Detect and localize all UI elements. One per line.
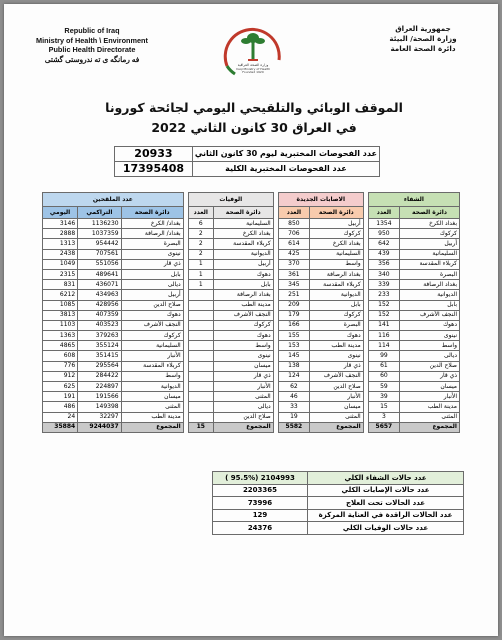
recovered-count-cell: 439 [368,249,399,259]
deaths-count-cell: 1 [188,269,213,279]
table-row [43,361,460,371]
infections-dept-cell: كركوك [309,310,363,320]
table-row [43,331,460,341]
recovered-count-cell: 39 [368,392,399,402]
header-line: دائرة الصحة العامة [390,44,456,53]
vaccinated-dept-cell: الأنبار [121,351,183,361]
recovered-dept-cell: أربيل [399,239,459,249]
infections-dept-cell: النجف الأشرف [309,371,363,381]
vaccinated-daily-cell: 831 [43,280,78,290]
recovered-count-cell: 15 [368,402,399,412]
vaccinated-cumulative-cell: 295564 [78,361,121,371]
total-recovered: 5657 [368,422,399,432]
header-line: فه رمانگه ی ته ندروستی گشتی [44,54,140,64]
recovered-dept-cell: الديوانية [399,290,459,300]
deaths-count-cell [188,412,213,422]
deaths-count-cell [188,351,213,361]
infections-dept-cell: بغداد الرصافة [309,269,363,279]
daily-tests-value: 20933 [115,147,193,162]
deaths-dept-cell: أربيل [213,259,273,269]
recovered-dept-cell: دهوك [399,320,459,330]
table-row [43,249,460,259]
table-row [43,371,460,381]
recovered-dept-cell: بغداد الكرخ [399,219,459,229]
infections-dept-cell: نينوى [309,351,363,361]
recovered-dept-cell: كركوك [399,229,459,239]
table-row [43,310,460,320]
vaccinated-dept-cell: بابل [121,269,183,279]
vaccinated-cumulative-cell: 551056 [78,259,121,269]
summary-value: 2203365 [213,484,308,497]
recovered-count-cell: 1354 [368,219,399,229]
vaccinated-cumulative-cell: 954442 [78,239,121,249]
recovered-count-cell: 60 [368,371,399,381]
deaths-dept-cell: الديوانية [213,249,273,259]
recovered-count-cell: 61 [368,361,399,371]
vaccinated-cumulative-cell: 407359 [78,310,121,320]
deaths-dept-cell: واسط [213,341,273,351]
table-row [43,219,460,229]
logo-caption-arabic: وزارة الصحة العراقية [237,63,269,67]
vaccinated-cumulative-cell: 191566 [78,392,121,402]
summary-label: عدد حالات الوفيات الكلي [308,522,464,535]
daily-tests-label: عدد الفحوصات المختبرية ليوم 30 كانون الثاني [192,147,379,162]
column-header: التراكمي [78,207,121,219]
vaccinated-dept-cell: النجف الأشرف [121,320,183,330]
column-header: العدد [188,207,213,219]
vaccinated-cumulative-cell: 355124 [78,341,121,351]
logo-caption-english: Iraqi Ministry of Health [235,66,271,71]
vaccinated-daily-cell: 2315 [43,269,78,279]
deaths-dept-cell: صلاح الدين [213,412,273,422]
infections-count-cell: 209 [278,300,309,310]
deaths-dept-cell: دهوك [213,331,273,341]
deaths-count-cell [188,320,213,330]
infections-count-cell: 706 [278,229,309,239]
recovered-count-cell: 950 [368,229,399,239]
deaths-count-cell [188,290,213,300]
infections-count-cell: 46 [278,392,309,402]
deaths-count-cell [188,310,213,320]
header-line: وزارة الصحة/ البيئة [389,34,457,43]
infections-count-cell: 153 [278,341,309,351]
vaccinated-daily-cell: 2888 [43,229,78,239]
group-header-row [43,193,460,207]
english-header [22,26,162,64]
vaccinated-daily-cell: 776 [43,361,78,371]
recovered-count-cell: 141 [368,320,399,330]
deaths-count-cell [188,300,213,310]
infections-dept-cell: كربلاء المقدسة [309,280,363,290]
totals-label: المجموع [399,422,459,432]
deaths-dept-cell: كركوك [213,320,273,330]
vaccinated-dept-cell: السليمانية [121,341,183,351]
summary-row [213,509,464,522]
recovered-count-cell: 114 [368,341,399,351]
deaths-count-cell [188,361,213,371]
column-header: دائرة الصحة [121,207,183,219]
table-row [43,259,460,269]
vaccinated-daily-cell: 3813 [43,310,78,320]
table-row [43,351,460,361]
vaccinated-cumulative-cell: 707561 [78,249,121,259]
vaccinated-cumulative-cell: 434963 [78,290,121,300]
table-row [43,392,460,402]
table-row [43,382,460,392]
recovered-count-cell: 3 [368,412,399,422]
recovered-count-cell: 99 [368,351,399,361]
totals-label: المجموع [121,422,183,432]
infections-group-header: الاصابات الجديدة [278,193,363,207]
deaths-dept-cell: ديالى [213,402,273,412]
table-row [43,402,460,412]
vaccinated-dept-cell: أربيل [121,290,183,300]
deaths-dept-cell: نينوى [213,351,273,361]
vaccinated-dept-cell: المثنى [121,402,183,412]
vaccinated-dept-cell: الديوانية [121,382,183,392]
deaths-dept-cell: الأنبار [213,382,273,392]
vaccinated-cumulative-cell: 436071 [78,280,121,290]
vaccinated-daily-cell: 1049 [43,259,78,269]
deaths-dept-cell: بغداد الكرخ [213,229,273,239]
infections-dept-cell: المثنى [309,412,363,422]
infections-count-cell: 33 [278,402,309,412]
vaccinated-daily-cell: 1313 [43,239,78,249]
recovered-dept-cell: الأنبار [399,392,459,402]
vaccinated-daily-cell: 2438 [43,249,78,259]
vaccinated-cumulative-cell: 284422 [78,371,121,381]
vaccinated-cumulative-cell: 1037359 [78,229,121,239]
column-header: دائرة الصحة [399,207,459,219]
deaths-dept-cell: النجف الأشرف [213,310,273,320]
deaths-dept-cell: ذي قار [213,371,273,381]
table-row [43,300,460,310]
vaccinated-cumulative-cell: 149398 [78,402,121,412]
recovered-dept-cell: البصرة [399,269,459,279]
infections-count-cell: 19 [278,412,309,422]
summary-value: 24376 [213,522,308,535]
column-header: دائرة الصحة [309,207,363,219]
vaccinated-dept-cell: مدينة الطب [121,412,183,422]
summary-value: 73996 [213,497,308,510]
total-tests-label: عدد الفحوصات المختبرية الكلية [192,162,379,177]
infections-dept-cell: ميسان [309,402,363,412]
vaccinated-dept-cell: ديالى [121,280,183,290]
infections-count-cell: 155 [278,331,309,341]
recovered-count-cell: 340 [368,269,399,279]
deaths-count-cell: 2 [188,249,213,259]
infections-dept-cell: الأنبار [309,392,363,402]
infections-count-cell: 145 [278,351,309,361]
deaths-count-cell: 2 [188,239,213,249]
infections-count-cell: 251 [278,290,309,300]
infections-count-cell: 614 [278,239,309,249]
infections-dept-cell: ذي قار [309,361,363,371]
recovered-count-cell: 233 [368,290,399,300]
vaccinated-dept-cell: صلاح الدين [121,300,183,310]
summary-value: ( 95.5%) 2104993 [213,472,308,485]
infections-dept-cell: أربيل [309,219,363,229]
report-title: الموقف الوبائي والتلقيحي اليومي لجائحة كورونا [105,100,403,115]
summary-label: عدد الحالات تحت العلاج [308,497,464,510]
deaths-count-cell [188,382,213,392]
column-header: العدد [368,207,399,219]
totals-row [43,422,460,432]
arabic-header [378,24,468,54]
vaccinated-dept-cell: نينوى [121,249,183,259]
total-infections: 5582 [278,422,309,432]
infections-dept-cell: السليمانية [309,249,363,259]
vaccinated-cumulative-cell: 1136230 [78,219,121,229]
vaccinated-daily-cell: 3146 [43,219,78,229]
summary-row [213,484,464,497]
recovered-dept-cell: النجف الأشرف [399,310,459,320]
deaths-dept-cell: مدينة الطب [213,300,273,310]
summary-row [213,472,464,485]
summary-table [212,471,464,535]
summary-value: 129 [213,509,308,522]
total-vaccinated-cumulative: 9244037 [78,422,121,432]
vaccinated-dept-cell: دهوك [121,310,183,320]
report-date-title: في العراق 30 كانون الثاني 2022 [151,120,357,135]
summary-label: عدد حالات الإصابات الكلي [308,484,464,497]
infections-dept-cell: مدينة الطب [309,341,363,351]
logo-caption [214,64,292,75]
infections-count-cell: 166 [278,320,309,330]
vaccinated-daily-cell: 6212 [43,290,78,300]
deaths-count-cell: 6 [188,219,213,229]
recovered-dept-cell: ذي قار [399,371,459,381]
column-header-row [43,207,460,219]
infections-dept-cell: بابل [309,300,363,310]
infections-dept-cell: كركوك [309,229,363,239]
infections-count-cell: 425 [278,249,309,259]
vaccinated-daily-cell: 24 [43,412,78,422]
deaths-count-cell: 2 [188,229,213,239]
vaccinated-cumulative-cell: 351415 [78,351,121,361]
recovered-dept-cell: مدينة الطب [399,402,459,412]
deaths-count-cell [188,331,213,341]
recovered-count-cell: 356 [368,259,399,269]
vaccinated-dept-cell: كربلاء المقدسة [121,361,183,371]
infections-count-cell: 124 [278,371,309,381]
deaths-count-cell [188,402,213,412]
vaccinated-dept-cell: البصرة [121,239,183,249]
header-line: Republic of Iraq [64,26,120,35]
table-row [43,412,460,422]
recovered-dept-cell: نينوى [399,331,459,341]
recovered-dept-cell: واسط [399,341,459,351]
recovered-dept-cell: ديالى [399,351,459,361]
infections-count-cell: 361 [278,269,309,279]
infections-dept-cell: البصرة [309,320,363,330]
vaccinated-daily-cell: 1103 [43,320,78,330]
vaccinated-cumulative-cell: 403523 [78,320,121,330]
header-line: Ministry of Health \ Environment [36,35,148,45]
table-row [43,239,460,249]
table-row [43,229,460,239]
vaccinated-dept-cell: واسط [121,371,183,381]
table-row [43,269,460,279]
deaths-dept-cell: كربلاء المقدسة [213,239,273,249]
recovered-dept-cell: صلاح الدين [399,361,459,371]
infections-dept-cell: واسط [309,259,363,269]
vaccinated-daily-cell: 486 [43,402,78,412]
table-row [43,320,460,330]
vaccinated-cumulative-cell: 32297 [78,412,121,422]
vaccinated-daily-cell: 608 [43,351,78,361]
vaccinated-group-header: عدد الملقحين [43,193,184,207]
recovered-dept-cell: بابل [399,300,459,310]
infections-dept-cell: دهوك [309,331,363,341]
infections-dept-cell: صلاح الدين [309,382,363,392]
total-vaccinated-daily: 35884 [43,422,78,432]
infections-count-cell: 179 [278,310,309,320]
vaccinated-daily-cell: 191 [43,392,78,402]
vaccinated-dept-cell: ميسان [121,392,183,402]
recovered-count-cell: 152 [368,300,399,310]
vaccinated-daily-cell: 1363 [43,331,78,341]
deaths-count-cell: 1 [188,259,213,269]
vaccinated-cumulative-cell: 379263 [78,331,121,341]
vaccinated-daily-cell: 4865 [43,341,78,351]
vaccinated-dept-cell: كركوك [121,331,183,341]
recovered-dept-cell: ميسان [399,382,459,392]
vaccinated-cumulative-cell: 428956 [78,300,121,310]
recovered-group-header: الشفاء [368,193,459,207]
header-line: Public Health Directorate [48,45,136,54]
recovered-count-cell: 116 [368,331,399,341]
deaths-count-cell [188,392,213,402]
deaths-dept-cell: السليمانية [213,219,273,229]
deaths-dept-cell: دهوك [213,269,273,279]
summary-row [213,497,464,510]
infections-count-cell: 370 [278,259,309,269]
deaths-dept-cell: بابل [213,280,273,290]
deaths-dept-cell: المثنى [213,392,273,402]
deaths-group-header: الوفيات [188,193,273,207]
governorate-stats-table [42,192,460,433]
recovered-count-cell: 642 [368,239,399,249]
column-header: العدد [278,207,309,219]
vaccinated-dept-cell: بغداد/ الكرخ [121,219,183,229]
header-line: جمهورية العراق [395,24,451,33]
infections-count-cell: 850 [278,219,309,229]
recovered-count-cell: 339 [368,280,399,290]
recovered-count-cell: 152 [368,310,399,320]
recovered-count-cell: 59 [368,382,399,392]
total-deaths: 15 [188,422,213,432]
vaccinated-dept-cell: بغداد/ الرصافة [121,229,183,239]
infections-count-cell: 138 [278,361,309,371]
infections-dept-cell: بغداد الكرخ [309,239,363,249]
recovered-dept-cell: بغداد الرصافة [399,280,459,290]
column-header: دائرة الصحة [213,207,273,219]
lab-tests-table [114,146,380,177]
infections-dept-cell: الديوانية [309,290,363,300]
vaccinated-cumulative-cell: 489641 [78,269,121,279]
recovered-dept-cell: السليمانية [399,249,459,259]
summary-row [213,522,464,535]
table-row [43,290,460,300]
deaths-dept-cell: ميسان [213,361,273,371]
deaths-dept-cell: بغداد الرصافة [213,290,273,300]
infections-count-cell: 62 [278,382,309,392]
recovered-dept-cell: كربلاء المقدسة [399,259,459,269]
deaths-count-cell [188,341,213,351]
table-row [43,280,460,290]
totals-label: المجموع [213,422,273,432]
vaccinated-cumulative-cell: 224897 [78,382,121,392]
vaccinated-daily-cell: 625 [43,382,78,392]
deaths-count-cell: 1 [188,280,213,290]
vaccinated-dept-cell: ذي قار [121,259,183,269]
vaccinated-daily-cell: 1085 [43,300,78,310]
infections-count-cell: 345 [278,280,309,290]
summary-label: عدد الحالات الراقدة في العناية المركزة [308,509,464,522]
table-row [43,341,460,351]
total-tests-value: 17395408 [115,162,193,177]
recovered-dept-cell: المثنى [399,412,459,422]
vaccinated-daily-cell: 912 [43,371,78,381]
column-header: اليومي [43,207,78,219]
logo-caption-founded: Founded 1920 [242,70,264,75]
totals-label: المجموع [309,422,363,432]
summary-label: عدد حالات الشفاء الكلي [308,472,464,485]
deaths-count-cell [188,371,213,381]
